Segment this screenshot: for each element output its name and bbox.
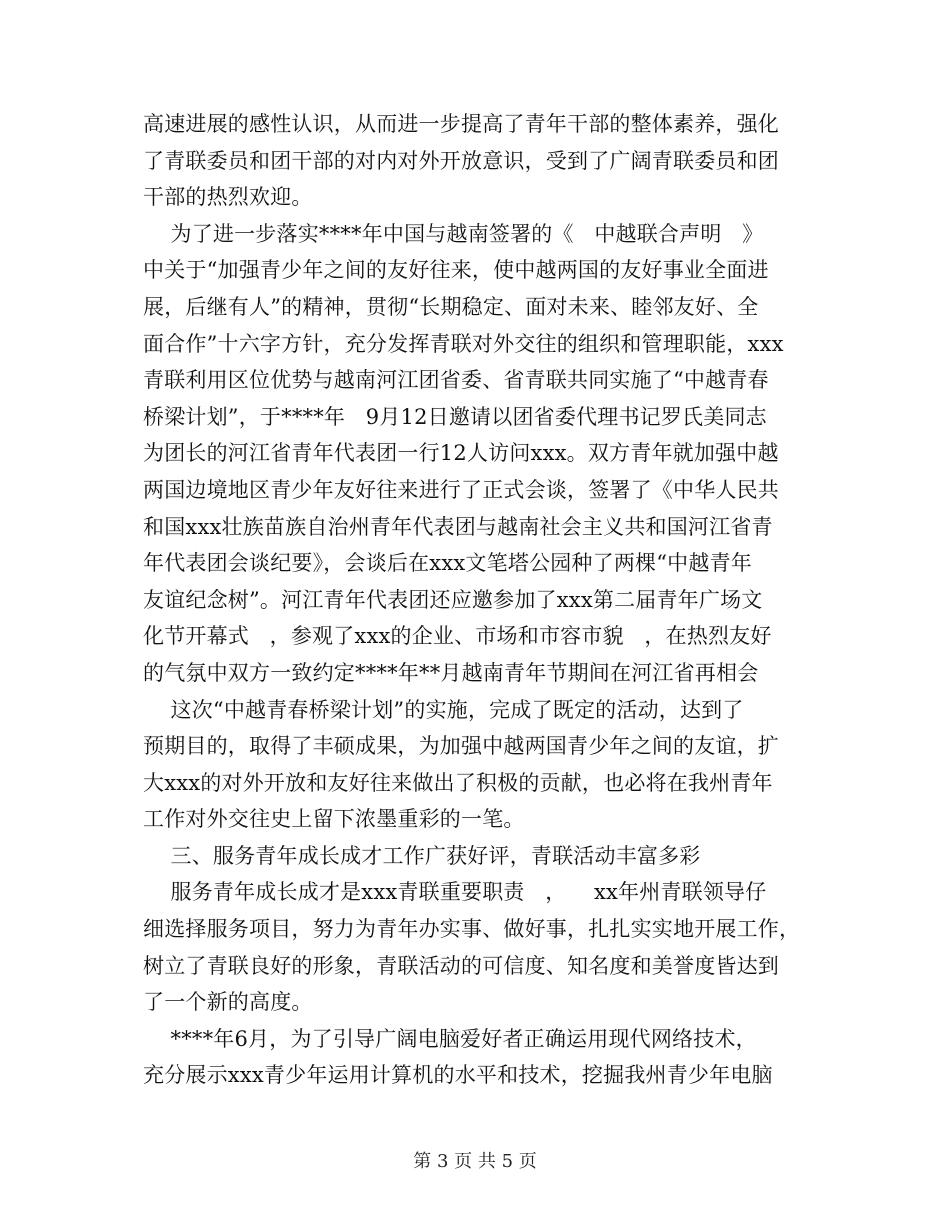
text-line: 预期目的，取得了丰硕成果，为加强中越两国青少年之间的友谊，扩 bbox=[143, 734, 779, 759]
text-line: 青联利用区位优势与越南河江团省委、省青联共同实施了“中越青春 bbox=[143, 368, 769, 393]
text-line: 服务青年成长成才是xxx青联重要职责 ， xx年州青联领导仔 bbox=[143, 880, 767, 905]
text-line: 了青联委员和团干部的对内对外开放意识，受到了广阔青联委员和团 bbox=[143, 148, 779, 173]
text-line: 和国xxx壮族苗族自治州青年代表团与越南社会主义共和国河江省青 bbox=[143, 514, 773, 539]
text-line: 中关于“加强青少年之间的友好往来，使中越两国的友好事业全面进 bbox=[143, 258, 769, 283]
text-line: 为团长的河江省青年代表团一行12人访问xxx。双方青年就加强中越 bbox=[143, 441, 779, 466]
text-line: 工作对外交往史上留下浓墨重彩的一笔。 bbox=[143, 807, 525, 832]
text-line: 干部的热烈欢迎。 bbox=[143, 185, 313, 210]
text-line: 这次“中越青春桥梁计划”的实施，完成了既定的活动，达到了 bbox=[143, 697, 744, 722]
page-number-footer: 第 3 页 共 5 页 bbox=[413, 1151, 537, 1172]
text-line: 两国边境地区青少年友好往来进行了正式会谈，签署了《中华人民共 bbox=[143, 477, 779, 502]
text-line: 友谊纪念树”。河江青年代表团还应邀参加了xxx第二届青年广场文 bbox=[143, 587, 763, 612]
text-line: 充分展示xxx青少年运用计算机的水平和技术，挖掘我州青少年电脑 bbox=[143, 1063, 773, 1088]
text-line: ****年6月，为了引导广阔电脑爱好者正确运用现代网络技术， bbox=[143, 1026, 757, 1051]
text-line: 化节开幕式 ，参观了xxx的企业、市场和市容市貌 ，在热烈友好 bbox=[143, 624, 772, 649]
text-line: 展，后继有人”的精神，贯彻“长期稳定、面对未来、睦邻友好、全 bbox=[143, 294, 759, 319]
text-line: 高速进展的感性认识，从而进一步提高了青年干部的整体素养，强化 bbox=[143, 112, 779, 136]
text-line: 面合作”十六字方针，充分发挥青联对外交往的组织和管理职能，xxx bbox=[143, 331, 784, 356]
body-text bbox=[143, 106, 803, 1094]
text-line: 大xxx的对外开放和友好往来做出了积极的贡献，也必将在我州青年 bbox=[143, 770, 773, 795]
text-line: 的气氛中双方一致约定****年**月越南青年节期间在河江省再相会 bbox=[143, 660, 759, 685]
text-line: 树立了青联良好的形象，青联活动的可信度、知名度和美誉度皆达到 bbox=[143, 953, 779, 978]
text-line: 了一个新的高度。 bbox=[143, 990, 313, 1015]
text-line: 年代表团会谈纪要》，会谈后在xxx文笔塔公园种了两棵“中越青年 bbox=[143, 551, 752, 576]
text-line: 为了进一步落实****年中国与越南签署的《 中越联合声明 》 bbox=[143, 221, 764, 246]
section-heading: 三、服务青年成长成才工作广获好评，青联活动丰富多彩 bbox=[143, 843, 701, 868]
text-line: 细选择服务项目，努力为青年办实事、做好事，扎扎实实地开展工作， bbox=[143, 917, 801, 942]
text-line: 桥梁计划”，于****年 9月12日邀请以团省委代理书记罗氏美同志 bbox=[143, 404, 767, 429]
